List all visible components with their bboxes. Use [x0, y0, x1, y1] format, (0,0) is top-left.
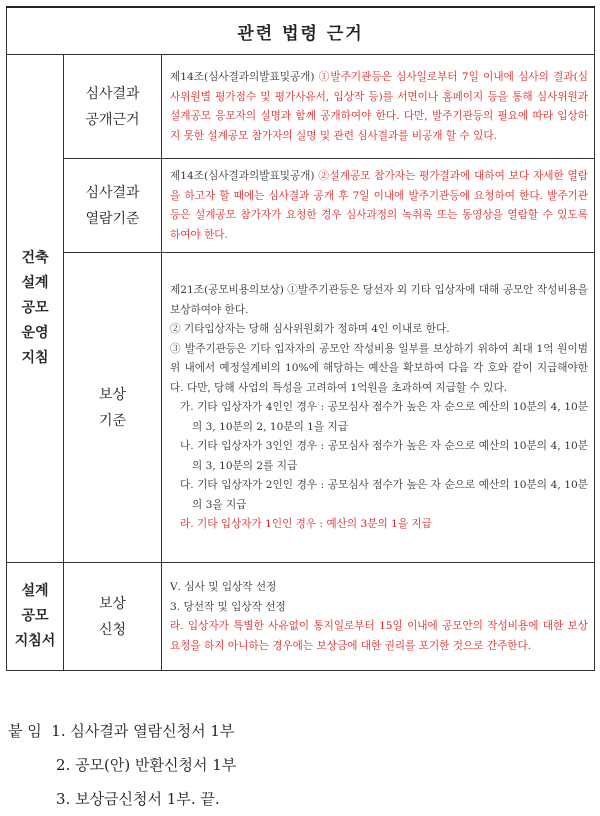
- row-label-line: 열람기준: [85, 210, 140, 227]
- row-label-line: 심사결과: [85, 184, 140, 201]
- guide-chapter: Ⅴ. 심사 및 입상작 선정: [170, 581, 277, 593]
- guide-text-red: 라. 입상자가 특별한 사유없이 통지일로부터 15일 이내에 공모안의 작성비용에 대한 보상 요청을 하지 아니하는 경우에는 보상금에 대한 권리를 포기한 것으로 간주한다.: [170, 620, 589, 652]
- section-label-line: 설계: [21, 583, 49, 599]
- attachment-item: 2. 공모(안) 반환신청서 1부: [56, 756, 237, 774]
- article-paragraph: ② 기타입상자는 당해 심사위원회가 정하며 4인 이내로 한다.: [170, 323, 450, 336]
- article-item-red: 라. 기타 입상자가 1인인 경우 : 예산의 3분의 1을 지급: [180, 518, 432, 531]
- table-title: 관련 법령 근거: [7, 7, 595, 55]
- section-label-guideline: [7, 55, 64, 563]
- article-heading: 제14조(심사결과의발표및공개): [170, 170, 319, 182]
- row-label-inspection: [64, 159, 162, 253]
- guide-section: 3. 당선작 및 입상작 선정: [170, 600, 286, 613]
- row-label-compensation: [64, 253, 162, 563]
- attachment-text: 1. 심사결과 열람신청서 1부: [51, 722, 235, 740]
- row-label-line: 공개근거: [85, 111, 140, 128]
- disclosure-content: [162, 55, 595, 159]
- compensation-content: [162, 253, 595, 563]
- inspection-content: [162, 159, 595, 253]
- article-item: 다. 기타 입상자가 2인인 경우 : 공모심사 점수가 높은 자 순으로 예산의 10분의 4, 10분의 3을 지급: [180, 479, 589, 511]
- attachments-label: 붙 임: [8, 722, 42, 740]
- section-label-line: 운영: [21, 325, 49, 341]
- row-label-line: 기준: [98, 412, 127, 429]
- row-label-line: 보상: [98, 595, 127, 612]
- article-paragraph: ③ 발주기관등은 기타 입자자의 공모안 작성비용 일부를 보상하기 위하여 최대 1억 원이범위 내에서 예정설계비의 10%에 해당하는 예산을 확보하여 다음 각 호와 같이 지급해야한다. 다만, 당해 사업의 특성을 고려하여 1억원을 초과하여 지급할 수 있다.: [170, 342, 589, 394]
- row-label-line: 보상: [98, 386, 127, 403]
- law-basis-table: [6, 6, 595, 671]
- attachment-item: 3. 보상금신청서 1부. 끝.: [56, 790, 220, 808]
- row-label-line: 신청: [98, 621, 127, 638]
- section-label-line: 지침: [21, 350, 49, 366]
- article-paragraph: 제21조(공모비용의보상) ①발주기관등은 당선자 외 기타 입상자에 대해 공모안 작성비용을 보상하여야 한다.: [170, 284, 589, 316]
- section-label-line: 지침서: [14, 633, 56, 649]
- request-content: [162, 563, 595, 671]
- section-label-line: 공모: [21, 300, 49, 316]
- section-label-line: 건축: [21, 250, 49, 266]
- section-label-guidebook: [7, 563, 64, 671]
- article-text-red: ①발주기관등은 심사일로부터 7일 이내에 심사의 결과(심사위원별 평가점수 및 평가사유서, 입상작 등)를 서면이나 홈페이지 등을 통해 심사위원과 설계공모 응모자의 실명과 함께 공개하여야 한다. 다만, 발주기관등의 필요에 따라 입상하지 못한 설계공모 참가자의 실명 및 관련 심사결과를 비공개 할 수 있다.: [170, 71, 589, 142]
- article-item: 가. 기타 입상자가 4인인 경우 : 공모심사 점수가 높은 자 순으로 예산의 10분의 4, 10분의 3, 10분의 2, 10분의 1을 지급: [180, 401, 589, 433]
- row-label-line: 심사결과: [85, 85, 140, 102]
- section-label-line: 설계: [21, 275, 49, 291]
- law-basis-document: [6, 6, 594, 671]
- article-text-red: ②설계공모 참가자는 평가결과에 대하여 보다 자세한 열람을 하고자 할 때에는 심사결과 공개 후 7일 이내에 발주기관등에 요청하여 한다. 발주기관등은 설계공모 참가자가 요청한 경우 심사과정의 녹취록 또는 동영상을 열람할 수 있도록 하여야 한다.: [170, 170, 589, 241]
- article-item: 나. 기타 입상자가 3인인 경우 : 공모심사 점수가 높은 자 순으로 예산의 10분의 4, 10분의 3, 10분의 2를 지급: [180, 440, 589, 472]
- section-label-line: 공모: [21, 608, 49, 624]
- attachments-list: [8, 714, 236, 816]
- attachment-item: [8, 714, 236, 748]
- row-label-disclosure: [64, 55, 162, 159]
- article-heading: 제14조(심사결과의발표및공개): [170, 71, 319, 83]
- row-label-request: [64, 563, 162, 671]
